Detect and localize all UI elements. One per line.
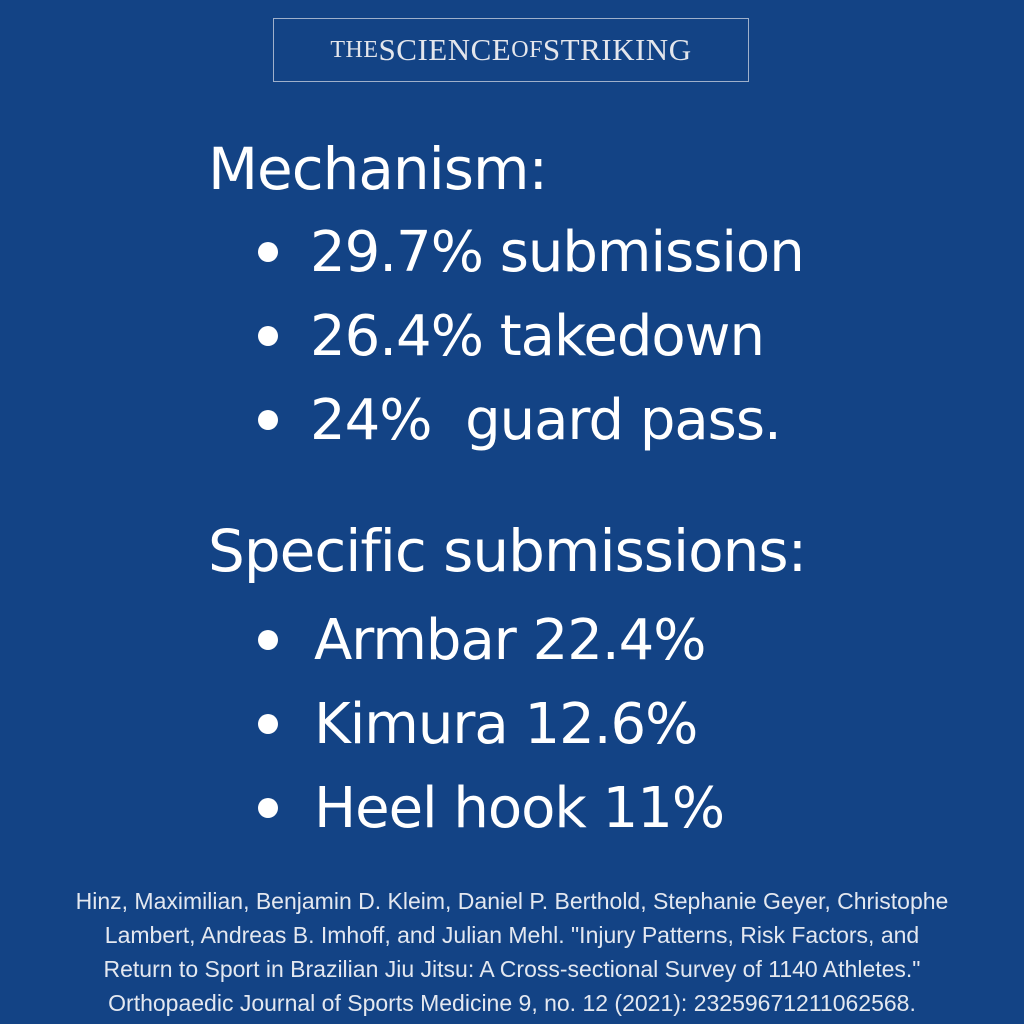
citation-line: Lambert, Andreas B. Imhoff, and Julian Mehl. "Injury Patterns, Risk Factors, and — [104, 922, 920, 948]
submissions-heading: Specific submissions: — [208, 517, 807, 585]
logo-word-striking: STRIKING — [542, 32, 692, 67]
brand-logo — [273, 18, 749, 82]
logo-word-science: SCIENCE — [378, 32, 512, 67]
list-item-text: Heel hook 11% — [314, 775, 725, 841]
list-item — [258, 766, 724, 850]
list-item — [258, 378, 804, 462]
citation — [0, 884, 1024, 1020]
list-item-text: 24% guard pass. — [310, 387, 781, 453]
bullet-icon — [258, 242, 278, 262]
citation-line: Return to Sport in Brazilian Jiu Jitsu: A Cross-sectional Survey of 1140 Athletes." — [103, 956, 921, 982]
list-item-text: Armbar 22.4% — [314, 607, 706, 673]
logo-word-the: THE — [330, 36, 379, 63]
list-item-text: Kimura 12.6% — [314, 691, 698, 757]
list-item — [258, 294, 804, 378]
mechanism-list — [258, 210, 804, 462]
list-item — [258, 598, 724, 682]
list-item — [258, 210, 804, 294]
logo-word-of: OF — [511, 36, 543, 63]
mechanism-heading: Mechanism: — [208, 135, 548, 203]
bullet-icon — [258, 326, 278, 346]
bullet-icon — [258, 630, 278, 650]
bullet-icon — [258, 798, 278, 818]
submissions-list — [258, 598, 724, 850]
list-item-text: 29.7% submission — [310, 219, 804, 285]
bullet-icon — [258, 410, 278, 430]
citation-line: Hinz, Maximilian, Benjamin D. Kleim, Daniel P. Berthold, Stephanie Geyer, Christophe — [75, 888, 949, 914]
list-item-text: 26.4% takedown — [310, 303, 764, 369]
bullet-icon — [258, 714, 278, 734]
list-item — [258, 682, 724, 766]
citation-line: Orthopaedic Journal of Sports Medicine 9, no. 12 (2021): 23259671211062568. — [108, 990, 916, 1016]
